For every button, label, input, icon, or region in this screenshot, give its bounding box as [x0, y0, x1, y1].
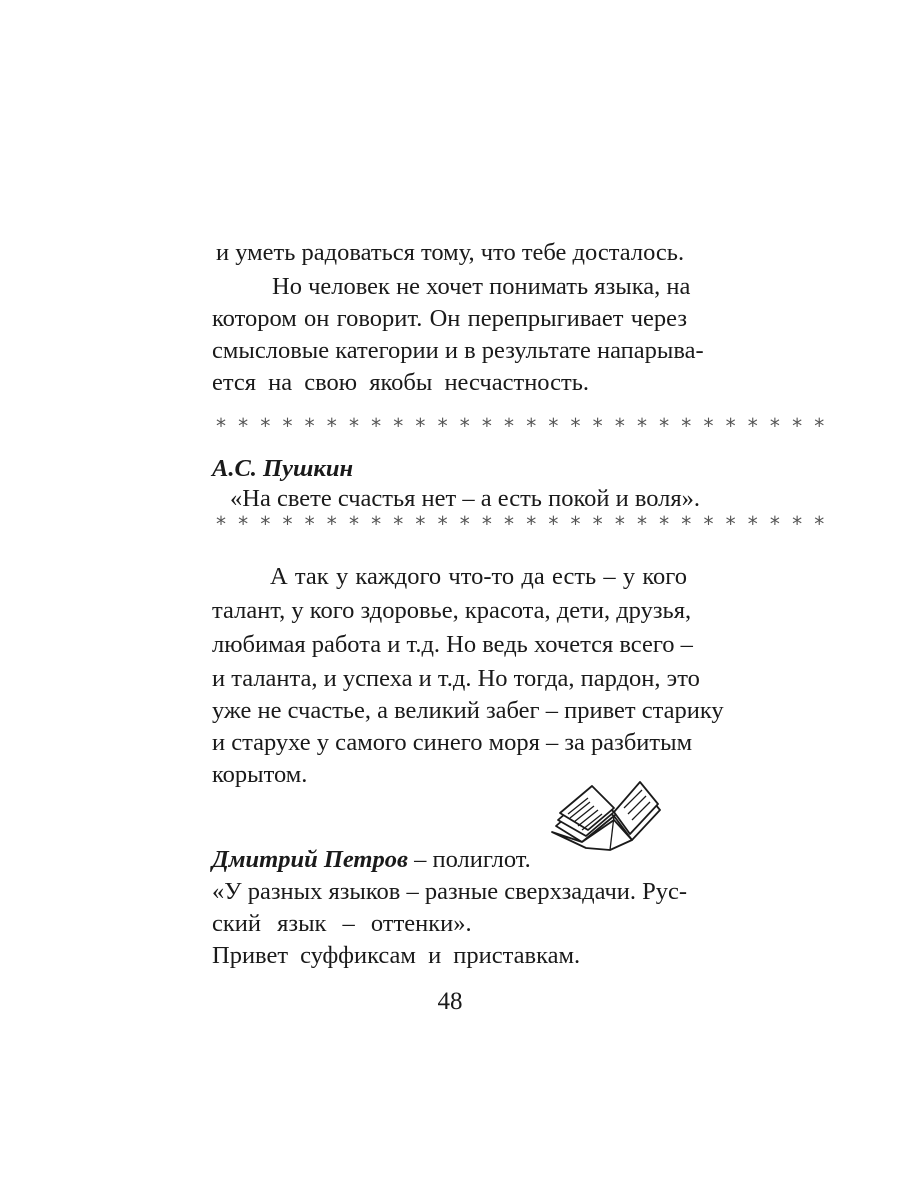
open-book-icon — [548, 780, 664, 852]
quote-text: Привет суффиксам и приставкам. — [212, 942, 581, 969]
text-line: и таланта, и успеха и т.д. Но тогда, пардон, это — [212, 665, 700, 692]
asterisk-divider: * * * * * * * * * * * * * * * * * * * * * * * * * * * * — [216, 414, 828, 438]
text-line: и старухе у самого синего моря – за разбитым — [212, 729, 693, 756]
text-line: котором он говорит. Он перепрыгивает через — [212, 305, 687, 332]
text-line: А так у каждого что-то да есть – у кого — [270, 563, 687, 590]
quote-author-line — [212, 845, 687, 875]
text-line: любимая работа и т.д. Но ведь хочется всего – — [212, 631, 693, 658]
quote-author: Дмитрий Петров — [212, 846, 408, 873]
text-line: талант, у кого здоровье, красота, дети, друзья, — [212, 597, 692, 624]
text-line: корытом. — [212, 761, 308, 788]
quote-text: «На свете счастья нет – а есть покой и воля». — [230, 485, 701, 512]
quote-text: ский язык – оттенки». — [212, 910, 472, 937]
quote-author: А.С. Пушкин — [212, 455, 354, 482]
quote-text: «У разных языков – разные сверхзадачи. Рус- — [212, 878, 688, 905]
text-line: ется на свою якобы несчастность. — [212, 369, 590, 396]
text-line: Но человек не хочет понимать языка, на — [272, 273, 691, 300]
quote-author-role: – полиглот. — [407, 846, 531, 873]
page-number: 48 — [437, 988, 463, 1015]
text-line: и уметь радоваться тому, что тебе досталось. — [216, 239, 685, 266]
text-line: смысловые категории и в результате напарыва- — [212, 337, 704, 364]
text-line: уже не счастье, а великий забег – привет старику — [212, 697, 724, 724]
asterisk-divider: * * * * * * * * * * * * * * * * * * * * * * * * * * * * — [216, 512, 828, 536]
